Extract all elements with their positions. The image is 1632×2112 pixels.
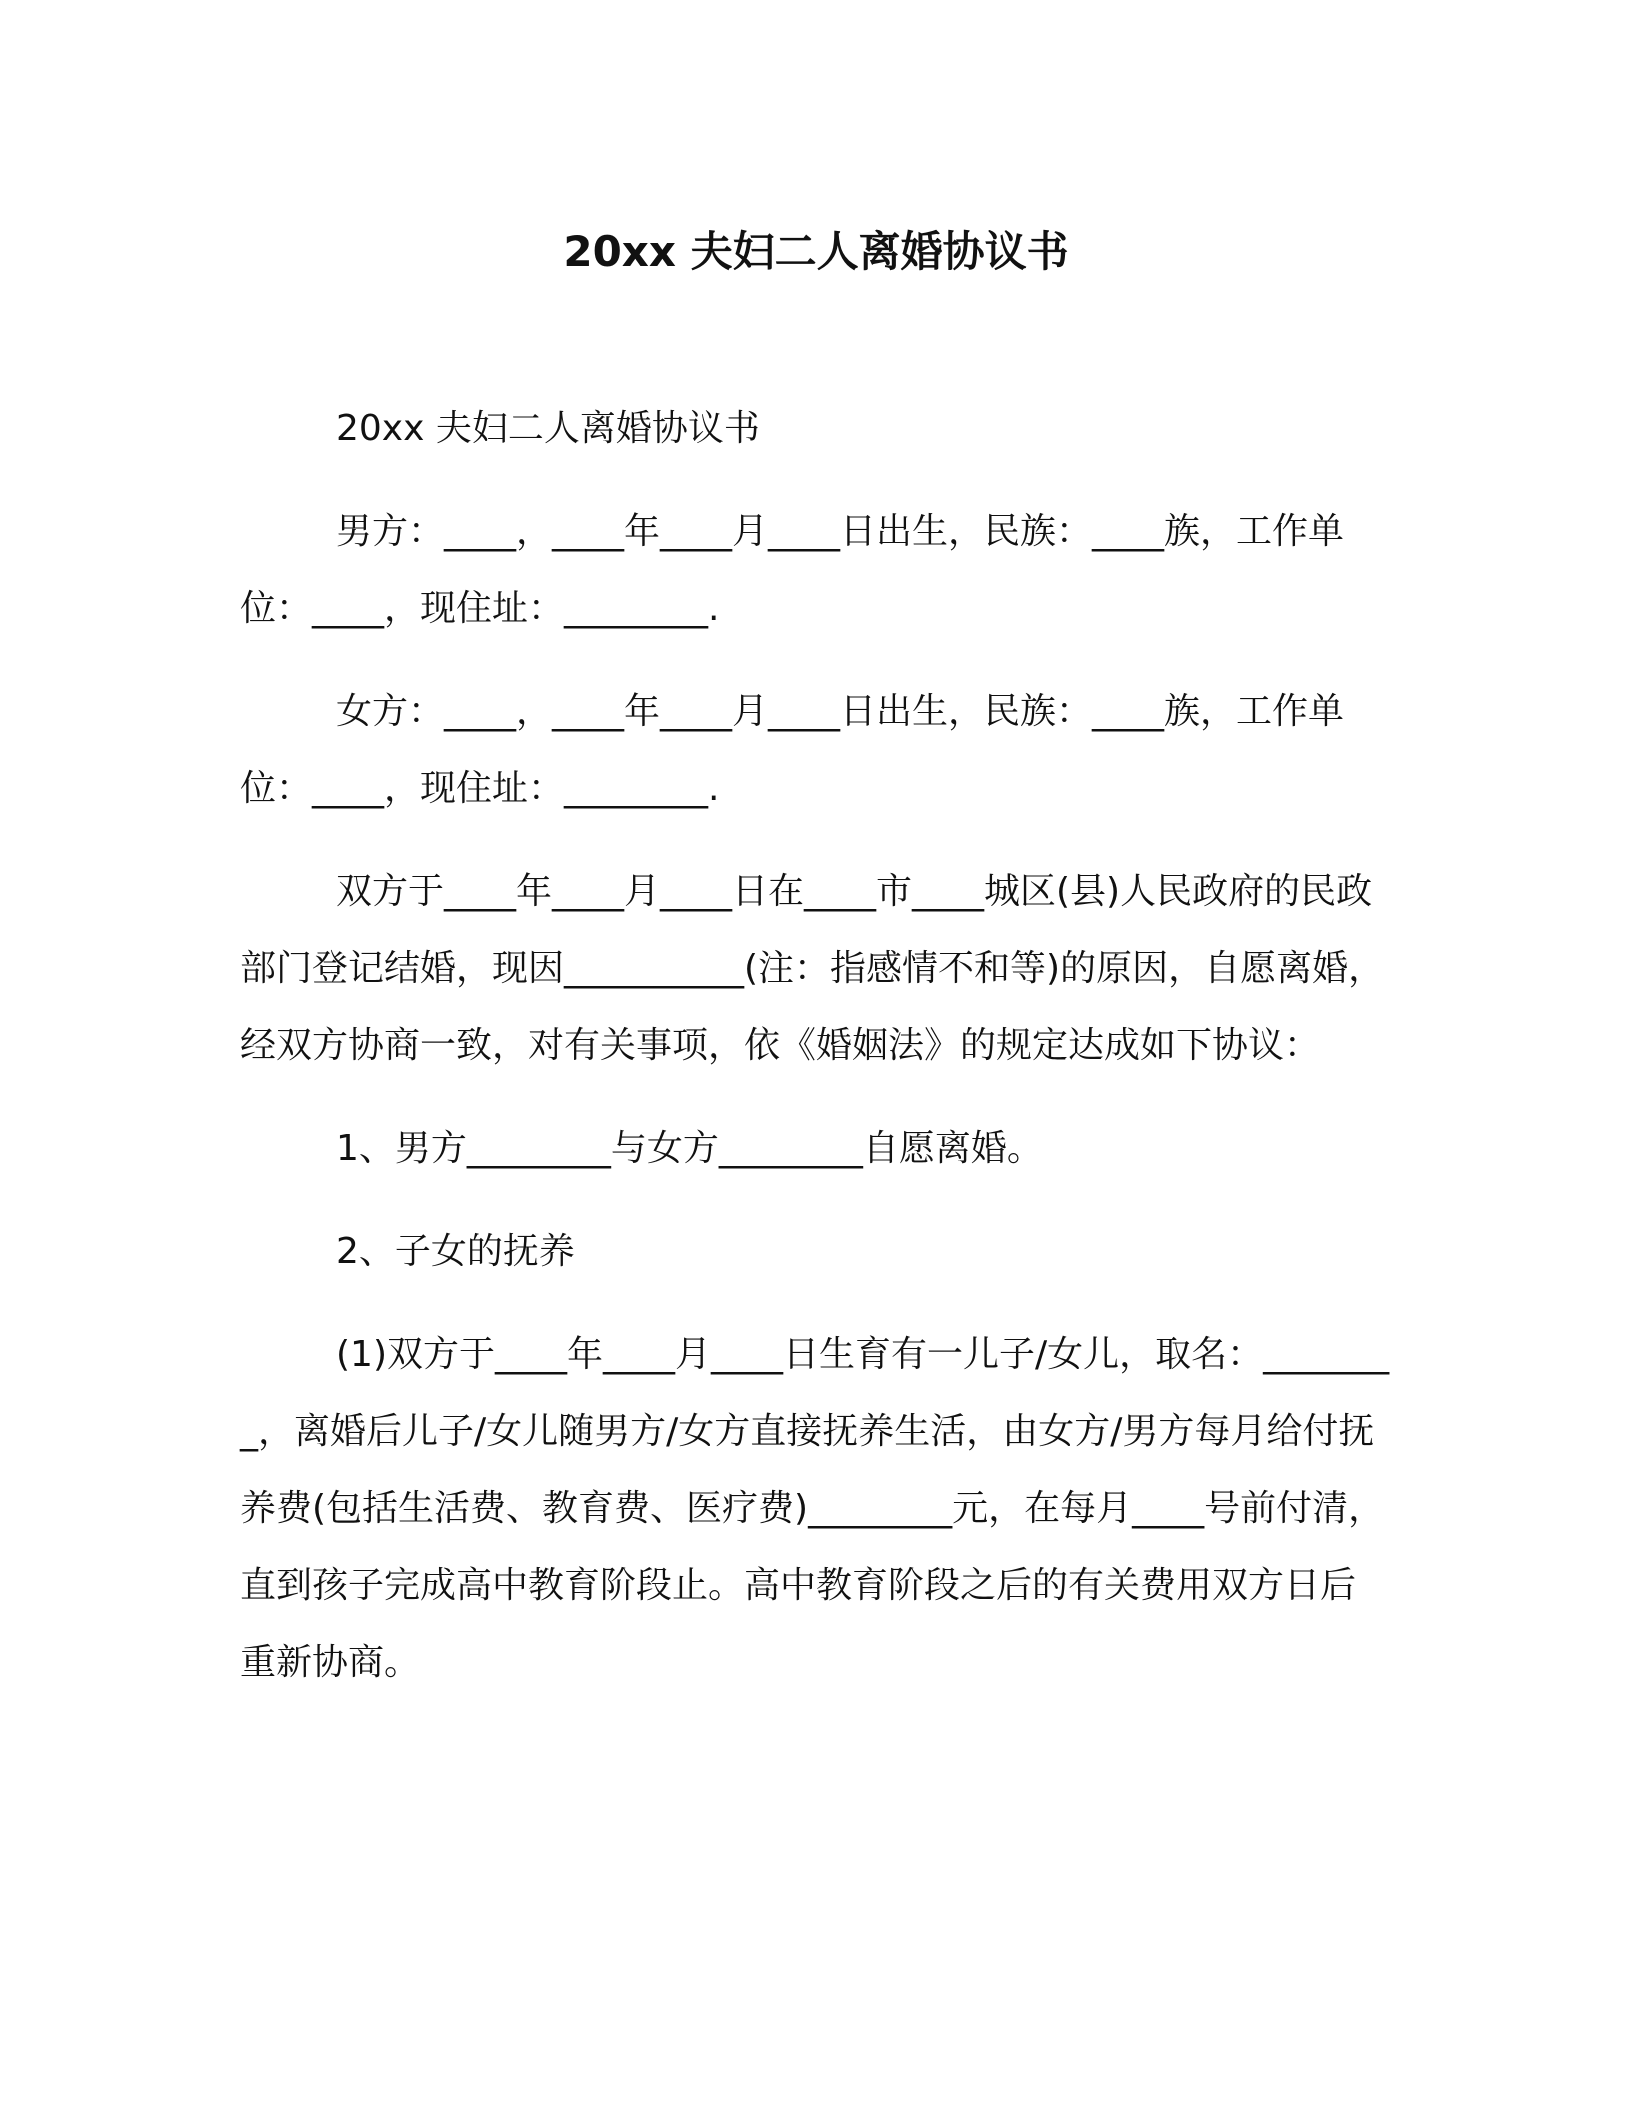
paragraph-clause-1: 1、男方________与女方________自愿离婚。 (336, 1128, 1043, 1169)
document-title: 20xx 夫妇二人离婚协议书 (563, 227, 1069, 276)
paragraph-female-party: 女方：____，____年____月____日出生，民族：____族，工作单位：____，现住址：________. (240, 691, 1345, 809)
paragraph-marriage-registration: 双方于____年____月____日在____市____城区(县)人民政府的民政部门登记结婚，现因__________(注：指感情不和等)的原因，自愿离婚，经双方协商一致，对有关事项，依《婚姻法》的规定达成如下协议： (240, 871, 1385, 1066)
paragraph-heading: 20xx 夫妇二人离婚协议书 (336, 408, 760, 449)
document-body (240, 390, 1390, 1727)
paragraph-clause-2-1: (1)双方于____年____月____日生育有一儿子/女儿，取名：________，离婚后儿子/女儿随男方/女方直接抚养生活，由女方/男方每月给付抚养费(包括生活费、教育费、医疗费)________元，在每月____号前付清，直到孩子完成高中教育阶段止。高中教育阶段之后的有关费用双方日后重新协商。 (240, 1334, 1390, 1683)
paragraph-male-party: 男方：____，____年____月____日出生，民族：____族，工作单位：____，现住址：________. (240, 511, 1345, 629)
paragraph-clause-2: 2、子女的抚养 (336, 1231, 575, 1272)
